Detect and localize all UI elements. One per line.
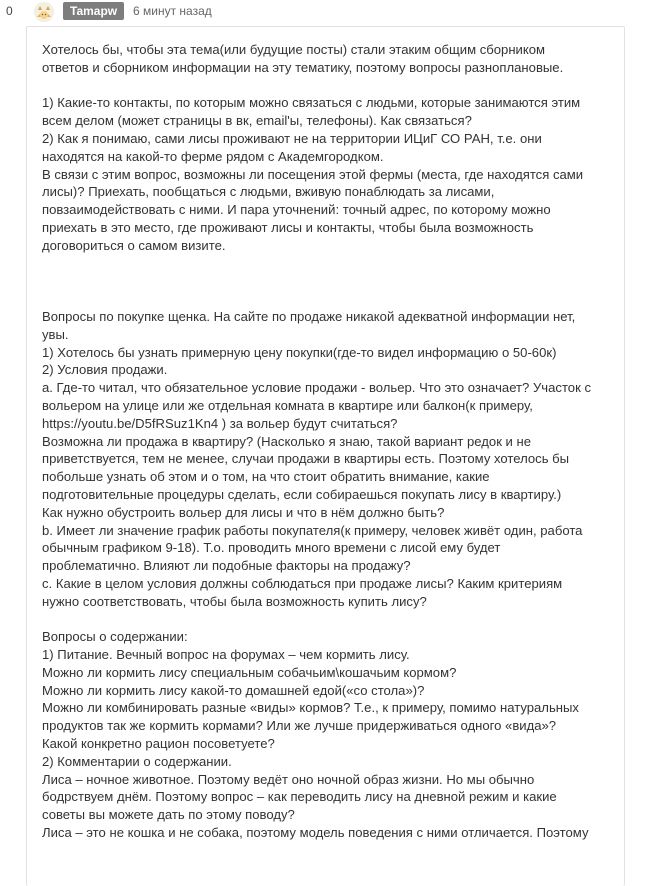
user-avatar-icon[interactable] [34, 2, 54, 22]
comment-line: Лиса – ночное животное. Поэтому ведёт оно ночной образ жизни. Но мы обычно [42, 771, 535, 787]
comment-line: 2) Как я понимаю, сами лисы проживают не на территории ИЦиГ СО РАН, т.е. они [42, 130, 542, 146]
comment-line: приехать в это место, где проживают лисы и контакты, чтобы была возможность [42, 219, 534, 235]
avatar-face-icon [34, 2, 54, 22]
comment-line: 1) Хотелось бы узнать примерную цену покупки(где-то видел информацию о 50-60к) [42, 344, 557, 360]
comment-line: Лиса – это не кошка и не собака, поэтому модель поведения с ними отличается. Поэтому [42, 825, 589, 841]
comment-line: Как нужно обустроить вольер для лисы и что в нём должно быть? [42, 504, 445, 520]
comment-line: договориться о самом визите. [42, 237, 226, 253]
comment-line: лисы)? Приехать, пообщаться с людьми, вживую понаблюдать за лисами, [42, 184, 495, 200]
comment-line: повзаимодействовать с ними. И пара уточнений: точный адрес, по которому можно [42, 202, 551, 218]
comment-line: бодрствуем днём. Поэтому вопрос – как переводить лису на дневной режим и какие [42, 789, 557, 805]
comment-line: нужно соответствовать, чтобы была возможность купить лису? [42, 593, 427, 609]
comment-line: Вопросы о содержании: [42, 629, 188, 645]
comment-line: продуктов так же кормить кормами? Или же лучше придерживаться одного «вида»? [42, 718, 557, 734]
comment-line [42, 611, 622, 629]
comment-line: Какой конкретно рацион посоветуете? [42, 736, 275, 752]
comment-line: Можно ли кормить лису специальным собачьим\кошачьим кормом? [42, 664, 457, 680]
comment-line: 2) Условия продажи. [42, 362, 168, 378]
comment-line: Можно ли комбинировать разные «виды» кормов? Т.е., к примеру, помимо натуральных [42, 700, 579, 716]
comment-line: побольше узнать об этом и о том, на что стоит обратить внимание, какие [42, 469, 490, 485]
comment-header [0, 0, 650, 24]
comment-line: b. Имеет ли значение график работы покупателя(к примеру, человек живёт один, работа [42, 522, 583, 538]
comment-line: Хотелось бы, чтобы эта тема(или будущие посты) стали этаким общим сборником [42, 42, 546, 57]
comment-text [27, 27, 622, 842]
comment-line: увы. [42, 326, 69, 342]
comment-line: c. Какие в целом условия должны соблюдаться при продаже лисы? Каким критериям [42, 575, 563, 591]
comment-line: Вопросы по покупке щенка. На сайте по продаже никакой адекватной информации нет, [42, 308, 576, 324]
comment-line [42, 272, 622, 290]
comment-line [42, 255, 622, 273]
comment-line: приветствуется, тем не менее, случаи продажи в квартиры есть. Поэтому хотелось бы [42, 451, 570, 467]
comment-line: ответов и сборником информации на эту тематику, поэтому вопросы разноплановые. [42, 59, 564, 75]
comment-line: Можно ли кормить лису какой-то домашней едой(«со стола»)? [42, 682, 425, 698]
comment-line: В связи с этим вопрос, возможны ли посещения этой фермы (места, где находятся сами [42, 166, 584, 182]
comment-score: 0 [6, 4, 13, 18]
comment-line: 2) Комментарии о содержании. [42, 753, 232, 769]
comment-line: проблематично. Влияют ли подобные факторы на продажу? [42, 558, 411, 574]
username-badge[interactable]: Tamapw [63, 2, 124, 20]
comment-body-box [26, 26, 625, 886]
comment-line: a. Где-то читал, что обязательное условие продажи - вольер. Что это означает? Участок с [42, 380, 591, 396]
comment-line: 1) Какие-то контакты, по которым можно связаться с людьми, которые занимаются этим [42, 95, 581, 111]
comment-line: 1) Питание. Вечный вопрос на форумах – чем кормить лису. [42, 647, 410, 663]
comment-line: обычным графиком 9-18). Т.о. проводить много времени с лисой ему будет [42, 540, 501, 556]
comment-timestamp[interactable]: 6 минут назад [133, 4, 212, 18]
comment-line: https://youtu.be/D5fRSuz1Kn4 ) за вольер будут считаться? [42, 415, 398, 431]
comment-line: советы вы можете дать по этому поводу? [42, 807, 295, 823]
comment-line: всем делом (может страницы в вк, email'ы, телефоны). Как связаться? [42, 113, 472, 129]
comment-line: Возможна ли продажа в квартиру? (Насколько я знаю, такой вариант редок и не [42, 433, 532, 449]
comment-line: вольером на улице или же отдельная комната в квартире или балкон(к примеру, [42, 397, 533, 413]
comment-line [42, 77, 622, 95]
comment-line: находятся на какой-то ферме рядом с Академгородком. [42, 148, 384, 164]
comment-line: подготовительные процедуры сделать, если собираешься покупать лису в квартиру.) [42, 486, 562, 502]
comment-line [42, 290, 622, 308]
